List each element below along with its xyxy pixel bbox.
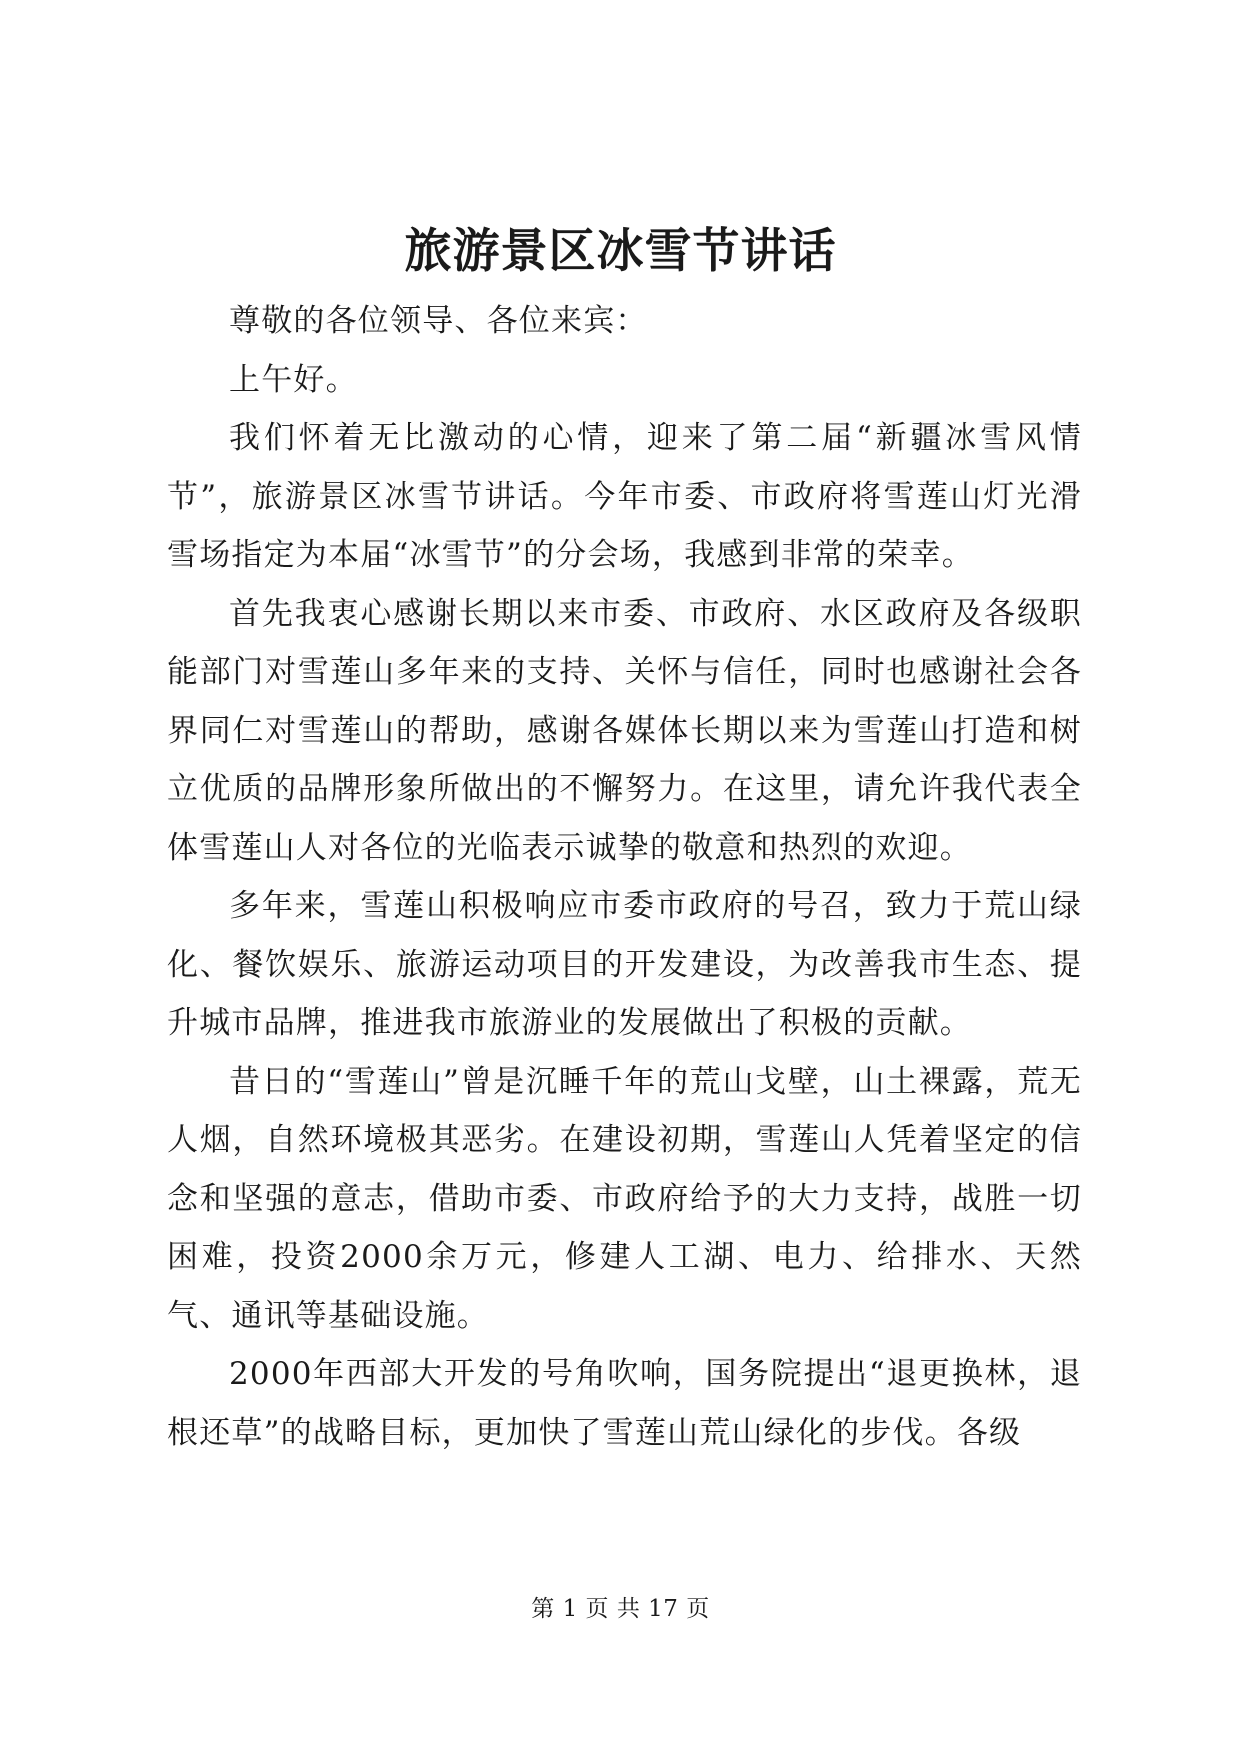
body-paragraph: 昔日的“雪莲山”曾是沉睡千年的荒山戈壁，山土裸露，荒无人烟，自然环境极其恶劣。在建设初期，雪莲山人凭着坚定的信念和坚强的意志，借助市委、市政府给予的大力支持，战胜一切困难，投资2000余万元，修建人工湖、电力、给排水、天然气、通讯等基础设施。 bbox=[167, 1063, 1082, 1334]
document-title: 旅游景区冰雪节讲话 bbox=[404, 224, 837, 279]
greeting-paragraph: 上午好。 bbox=[229, 361, 358, 398]
body-paragraph: 多年来，雪莲山积极响应市委市政府的号召，致力于荒山绿化、餐饮娱乐、旅游运动项目的开发建设，为改善我市生态、提升城市品牌，推进我市旅游业的发展做出了积极的贡献。 bbox=[167, 888, 1082, 1041]
body-paragraph: 我们怀着无比激动的心情，迎来了第二届“新疆冰雪风情节”，旅游景区冰雪节讲话。今年市委、市政府将雪莲山灯光滑雪场指定为本届“冰雪节”的分会场，我感到非常的荣幸。 bbox=[167, 420, 1082, 573]
salutation-paragraph: 尊敬的各位领导、各位来宾： bbox=[229, 303, 648, 339]
document-body bbox=[167, 292, 1082, 1462]
body-paragraph: 2000年西部大开发的号角吹响，国务院提出“退更换林，退根还草”的战略目标，更加快了雪莲山荒山绿化的步伐。各级 bbox=[167, 1356, 1082, 1451]
body-paragraph: 首先我衷心感谢长期以来市委、市政府、水区政府及各级职能部门对雪莲山多年来的支持、关怀与信任，同时也感谢社会各界同仁对雪莲山的帮助，感谢各媒体长期以来为雪莲山打造和树立优质的品牌形象所做出的不懈努力。在这里，请允许我代表全体雪莲山人对各位的光临表示诚挚的敬意和热烈的欢迎。 bbox=[167, 595, 1082, 866]
page-number-footer: 第 1 页 共 17 页 bbox=[531, 1596, 710, 1622]
